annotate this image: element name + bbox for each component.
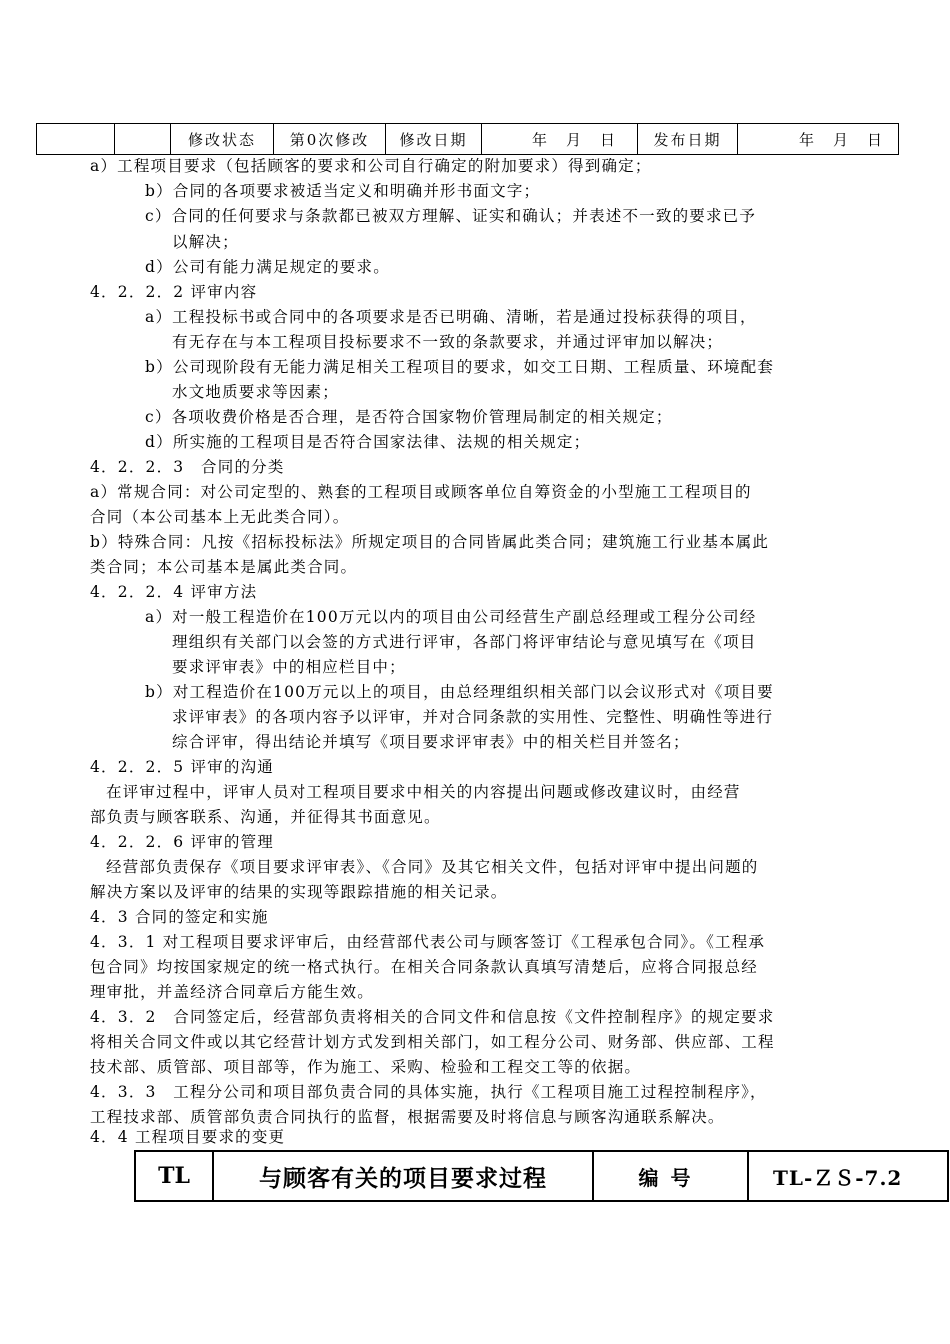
company-code: TL — [135, 1151, 213, 1201]
body-line: a）工程项目要求（包括顾客的要求和公司自行确定的附加要求）得到确定； — [90, 157, 652, 175]
body-line: 理审批，并盖经济合同章后方能生效。 — [90, 983, 374, 1001]
body-line: c）合同的任何要求与条款都已被双方理解、证实和确认；并表述不一致的要求已予 — [145, 207, 757, 225]
body-line: a）对一般工程造价在100万元以内的项目由公司经营生产副总经理或工程分公司经 — [145, 608, 757, 626]
body-line: b）对工程造价在100万元以上的项目，由总经理组织相关部门以会议形式对《项目要 — [145, 683, 774, 701]
body-line: 求评审表》的各项内容予以评审，并对合同条款的实用性、完整性、明确性等进行 — [172, 708, 774, 726]
body-line: d）公司有能力满足规定的要求。 — [145, 258, 390, 276]
section-heading: 4．2．2．6 评审的管理 — [90, 833, 274, 851]
procedure-title: 与顾客有关的项目要求过程 — [213, 1151, 593, 1201]
document-code: TL-ＺＳ-7.2 — [748, 1151, 948, 1201]
body-line: b）特殊合同：凡按《招标投标法》所规定项目的合同皆属此类合同；建筑施工行业基本属此 — [90, 533, 770, 551]
revision-date-value: 年 月 日 — [482, 124, 638, 155]
section-heading: 4．2．2．3 合同的分类 — [90, 458, 285, 476]
section-heading: 4．2．2．4 评审方法 — [90, 583, 258, 601]
body-line: 4．3．2 合同签定后，经营部负责将相关的合同文件和信息按《文件控制程序》的规定要求 — [90, 1008, 775, 1026]
revision-header-table — [36, 123, 899, 155]
body-line: 在评审过程中，评审人员对工程项目要求中相关的内容提出问题或修改建议时，由经营 — [106, 783, 741, 801]
body-line: 工程技求部、质管部负责合同执行的监督，根据需要及时将信息与顾客沟通联系解决。 — [90, 1108, 725, 1126]
body-line: 要求评审表》中的相应栏目中； — [172, 658, 406, 676]
body-line: 将相关合同文件或以其它经营计划方式发到相关部门，如工程分公司、财务部、供应部、工程 — [90, 1033, 775, 1051]
body-line: b）公司现阶段有无能力满足相关工程项目的要求，如交工日期、工程质量、环境配套 — [145, 358, 775, 376]
body-line: c）各项收费价格是否合理，是否符合国家物价管理局制定的相关规定； — [145, 408, 673, 426]
body-line: 4．3．3 工程分公司和项目部负责合同的具体实施，执行《工程项目施工过程控制程序》， — [90, 1083, 767, 1101]
body-line: 综合评审，得出结论并填写《项目要求评审表》中的相关栏目并签名； — [172, 733, 690, 751]
body-line: 解决方案以及评审的结果的实现等跟踪措施的相关记录。 — [90, 883, 508, 901]
body-line: 经营部负责保存《项目要求评审表》、《合同》及其它相关文件，包括对评审中提出问题的 — [106, 858, 759, 876]
body-line: 合同（本公司基本上无此类合同）。 — [90, 508, 350, 526]
release-date-label: 发布日期 — [638, 124, 738, 155]
section-heading: 4．4 工程项目要求的变更 — [90, 1128, 286, 1146]
revision-value: 第0次修改 — [274, 124, 386, 155]
body-line: 理组织有关部门以会签的方式进行评审，各部门将评审结论与意见填写在《项目 — [172, 633, 757, 651]
header-blank-cell — [37, 124, 115, 155]
body-line: 以解决； — [172, 233, 239, 251]
release-date-value: 年 月 日 — [738, 124, 899, 155]
body-line: a）常规合同：对公司定型的、熟套的工程项目或顾客单位自筹资金的小型施工工程项目的 — [90, 483, 752, 501]
body-line: 类合同；本公司基本是属此类合同。 — [90, 558, 358, 576]
section-heading: 4．2．2．5 评审的沟通 — [90, 758, 274, 776]
body-line: 水文地质要求等因素； — [172, 383, 340, 401]
revision-status-label: 修改状态 — [171, 124, 274, 155]
body-line: b）合同的各项要求被适当定义和明确并形书面文字； — [145, 182, 541, 200]
body-line: 部负责与顾客联系、沟通，并征得其书面意见。 — [90, 808, 441, 826]
body-line: d）所实施的工程项目是否符合国家法律、法规的相关规定； — [145, 433, 591, 451]
body-line: 技术部、质管部、项目部等，作为施工、采购、检验和工程交工等的依据。 — [90, 1058, 642, 1076]
revision-date-label: 修改日期 — [386, 124, 482, 155]
header-blank-cell — [115, 124, 171, 155]
body-line: 包合同》均按国家规定的统一格式执行。在相关合同条款认真填写清楚后，应将合同报总经 — [90, 958, 759, 976]
section-heading: 4．3 合同的签定和实施 — [90, 908, 269, 926]
body-line: 有无存在与本工程项目投标要求不一致的条款要求，并通过评审加以解决； — [172, 333, 724, 351]
number-label: 编号 — [593, 1151, 748, 1201]
section-heading: 4．2．2．2 评审内容 — [90, 283, 258, 301]
body-line: 4．3．1 对工程项目要求评审后，由经营部代表公司与顾客签订《工程承包合同》。《工程承 — [90, 933, 766, 951]
document-footer-table — [134, 1150, 949, 1202]
body-line: a）工程投标书或合同中的各项要求是否已明确、清晰，若是通过投标获得的项目， — [145, 308, 757, 326]
